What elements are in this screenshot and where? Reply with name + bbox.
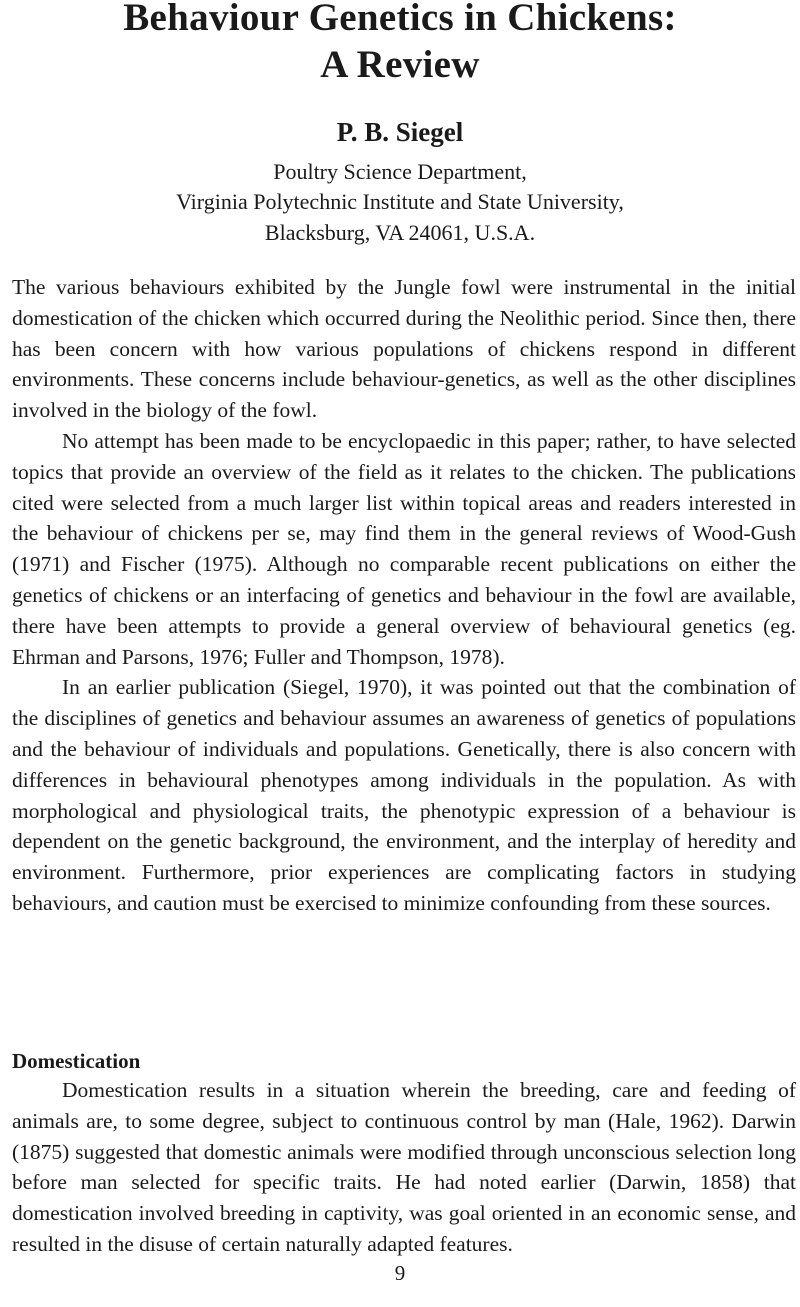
- section-body: [12, 1075, 796, 1260]
- page-number: 9: [394, 1261, 406, 1285]
- paragraph-domestication: Domestication results in a situation wherein the breeding, care and feeding of animals are, to some degree, subject to continuous control by man (Hale, 1962). Darwin (1875) suggested that domestic animals were modified through unconscious selection long before man selected for specific traits. He had noted earlier (Darwin, 1858) that domestication involved breeding in captivity, was goal oriented in an economic sense, and resulted in the disuse of certain naturally adapted features.: [12, 1078, 796, 1256]
- paragraph-3: In an earlier publication (Siegel, 1970), it was pointed out that the combination of the disciplines of genetics and behaviour assumes an awareness of genetics of populations and the behaviour of individuals and populations. Genetically, there is also concern with differences in behavioural phenotypes among individuals in the population. As with morphological and physiological traits, the phenotypic expression of a behaviour is dependent on the genetic background, the environment, and the interplay of heredity and environment. Furthermore, prior experiences are complicating factors in studying behaviours, and caution must be exercised to minimize confounding from these sources.: [12, 675, 796, 915]
- abstract-body: [12, 272, 796, 919]
- title-line-1: Behaviour Genetics in Chickens:: [123, 0, 677, 39]
- affiliation-line-3: Blacksburg, VA 24061, U.S.A.: [264, 220, 536, 245]
- title-line-2: A Review: [320, 43, 480, 86]
- section-heading-domestication: Domestication: [12, 1049, 141, 1073]
- author-name: P. B. Siegel: [336, 117, 464, 147]
- affiliation-line-1: Poultry Science Department,: [273, 159, 527, 184]
- paragraph-2: No attempt has been made to be encyclopaedic in this paper; rather, to have selected topics that provide an overview of the field as it relates to the chicken. The publications cited were selected from a much larger list within topical areas and readers interested in the behaviour of chickens per se, may find them in the general reviews of Wood-Gush (1971) and Fischer (1975). Although no comparable recent publications on either the genetics of chickens or an interfacing of genetics and behaviour in the fowl are available, there have been attempts to provide a general overview of behavioural genetics (eg. Ehrman and Parsons, 1976; Fuller and Thompson, 1978).: [12, 428, 796, 669]
- paragraph-1: The various behaviours exhibited by the Jungle fowl were instrumental in the initial domestication of the chicken which occurred during the Neolithic period. Since then, there has been concern with how various populations of chickens respond in different environments. These concerns include behaviour-genetics, as well as the other disciplines involved in the biology of the fowl.: [12, 275, 796, 423]
- affiliation-line-2: Virginia Polytechnic Institute and State University,: [176, 189, 624, 214]
